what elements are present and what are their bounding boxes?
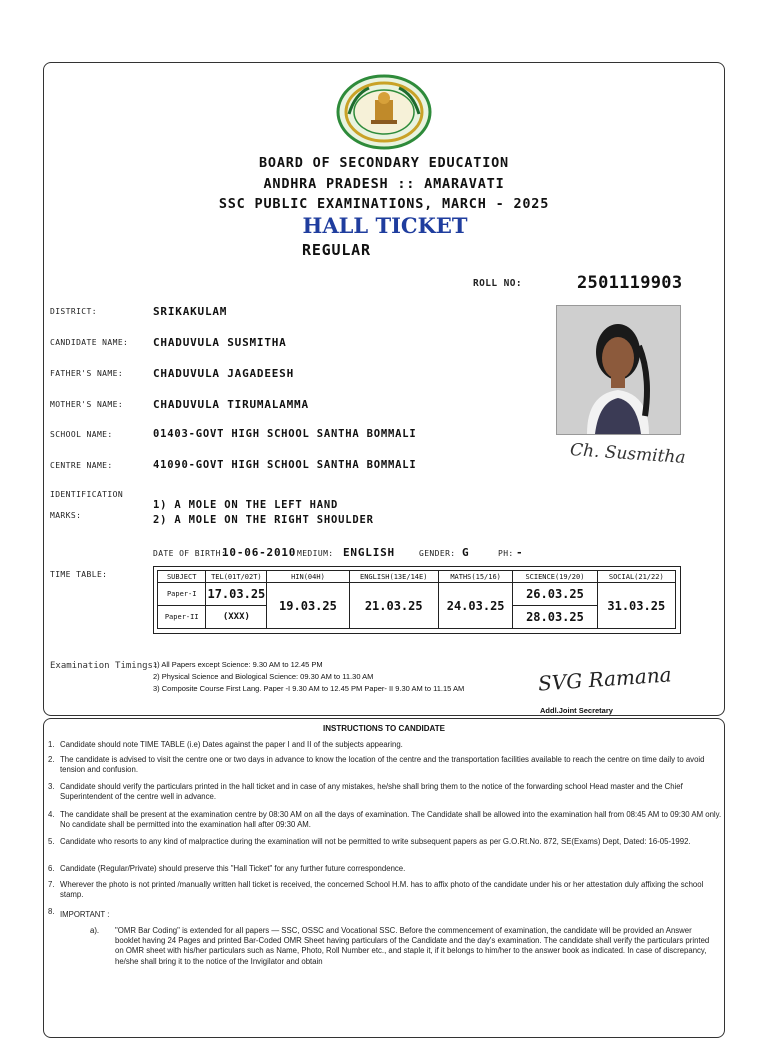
- sub-item-text: "OMR Bar Coding" is extended for all papers — SSC, OSSC and Vocational SSC. Before the commencement of examination, the candidate will be provided an Answer booklet having 24 Pages and printed Bar-Coded OMR Sheet having particulars of the Candidate and the day's examination. The candidate shall verify the particulars printed on OMR sheet with his/her particulars such as Name, Photo, Roll Number etc., and staple it, if it belongs to him/her to the answer book as indicated. In case of discrepancy, he/she shall bring it to the notice of the Invigilator and obtain: [115, 926, 710, 966]
- exam-timing-2: 2) Physical Science and Biological Science: 09.30 AM to 11.30 AM: [153, 672, 374, 681]
- dob-value: 10-06-2010: [222, 546, 297, 559]
- instruction-item: 5. Candidate who resorts to any kind of malpractice during the examination will not be permitted to write subsequent papers as per G.O.Rt.No. 872, SE(Exams) Dept, Dated: 16-05-1992.: [48, 837, 691, 846]
- ap-emblem-icon: [335, 74, 433, 150]
- tt-maths: 24.03.25: [438, 583, 512, 629]
- candidate-name-label: CANDIDATE NAME:: [50, 338, 129, 347]
- tt-english: 21.03.25: [349, 583, 438, 629]
- tt-header-subject: SUBJECT: [158, 571, 206, 583]
- hall-ticket-title: HALL TICKET: [302, 213, 468, 238]
- official-signature: SVG Ramana: [537, 662, 673, 696]
- gender-value: G: [462, 546, 470, 559]
- roll-no-label: ROLL NO:: [473, 278, 522, 289]
- tt-header-tel: TEL(01T/02T): [206, 571, 267, 583]
- district-value: SRIKAKULAM: [153, 305, 228, 318]
- instruction-item: 7. Wherever the photo is not printed /manually written hall ticket is received, the concerned School H.M. has to affix photo of the candidate under his or her attestation duly affixing the school stamp.: [48, 880, 704, 900]
- candidate-photo: [556, 305, 681, 435]
- tt-social: 31.03.25: [597, 583, 675, 629]
- tt-tel-paper2: (XXX): [206, 606, 267, 629]
- instruction-item: 4. The candidate shall be present at the examination centre by 08:30 AM on all the days of examination. The Candidate shall be allowed into the examination hall from 08:45 AM to 09:30 AM only. No candidate shall be permitted into the examination hall after 09:30 AM.: [48, 810, 722, 830]
- tt-header-maths: MATHS(15/16): [438, 571, 512, 583]
- mother-name-value: CHADUVULA TIRUMALAMMA: [153, 398, 309, 411]
- father-name-value: CHADUVULA JAGADEESH: [153, 367, 295, 380]
- tt-paper-2: Paper-II: [158, 606, 206, 629]
- ph-label: PH:: [498, 549, 514, 558]
- exam-timing-3: 3) Composite Course First Lang. Paper -I 9.30 AM to 12.45 PM Paper- II 9.30 AM to 11.15 AM: [153, 684, 465, 693]
- identification-mark-2: 2) A MOLE ON THE RIGHT SHOULDER: [153, 514, 374, 526]
- candidate-signature: Ch. Susmitha: [569, 439, 687, 469]
- centre-name-label: CENTRE NAME:: [50, 461, 113, 470]
- centre-name-value: 41090-GOVT HIGH SCHOOL SANTHA BOMMALI: [153, 459, 417, 471]
- marks-label: MARKS:: [50, 511, 82, 520]
- tt-header-hin: HIN(04H): [267, 571, 349, 583]
- instruction-item: 2. The candidate is advised to visit the centre one or two days in advance to know the location of the centre and the transportation facilities available to reach the centre on time daily to avoid tension and confusion.: [48, 755, 705, 775]
- candidate-name-value: CHADUVULA SUSMITHA: [153, 336, 287, 349]
- tt-tel-paper1: 17.03.25: [206, 583, 267, 606]
- official-title: Addl.Joint Secretary: [540, 706, 613, 715]
- school-name-value: 01403-GOVT HIGH SCHOOL SANTHA BOMMALI: [153, 428, 417, 440]
- instruction-item: 3. Candidate should verify the particulars printed in the hall ticket and in case of any mistakes, he/she shall bring them to the notice of the forwarding school Head master and the Chief Superintendent of the centre well in advance.: [48, 782, 683, 802]
- instruction-item: 1. Candidate should note TIME TABLE (i.e) Dates against the paper I and II of the subjects appearing.: [48, 740, 403, 749]
- gender-label: GENDER:: [419, 549, 456, 558]
- sub-item-label: a).: [90, 926, 100, 935]
- state-title: ANDHRA PRADESH :: AMARAVATI: [263, 176, 505, 192]
- dob-label: DATE OF BIRTH:: [153, 549, 227, 558]
- tt-hin: 19.03.25: [267, 583, 349, 629]
- instruction-item: 8. IMPORTANT :: [48, 907, 110, 919]
- exam-timings-label: Examination Timings:: [50, 661, 159, 671]
- board-title: BOARD OF SECONDARY EDUCATION: [259, 155, 509, 171]
- identification-mark-1: 1) A MOLE ON THE LEFT HAND: [153, 499, 339, 511]
- school-name-label: SCHOOL NAME:: [50, 430, 113, 439]
- tt-header-science: SCIENCE(19/20): [513, 571, 597, 583]
- district-label: DISTRICT:: [50, 307, 97, 316]
- category-label: REGULAR: [302, 241, 371, 259]
- tt-header-social: SOCIAL(21/22): [597, 571, 675, 583]
- time-table-label: TIME TABLE:: [50, 570, 108, 579]
- exam-title: SSC PUBLIC EXAMINATIONS, MARCH - 2025: [218, 196, 550, 212]
- medium-value: ENGLISH: [343, 546, 395, 559]
- tt-header-english: ENGLISH(13E/14E): [349, 571, 438, 583]
- exam-timing-1: 1) All Papers except Science: 9.30 AM to 12.45 PM: [153, 660, 323, 669]
- tt-science-paper2: 28.03.25: [513, 606, 597, 629]
- instruction-item: 6. Candidate (Regular/Private) should preserve this "Hall Ticket" for any further future correspondence.: [48, 864, 406, 873]
- mother-name-label: MOTHER'S NAME:: [50, 400, 124, 409]
- father-name-label: FATHER'S NAME:: [50, 369, 124, 378]
- identification-label: IDENTIFICATION: [50, 490, 124, 499]
- instructions-title: INSTRUCTIONS TO CANDIDATE: [323, 724, 445, 733]
- ph-value: -: [516, 546, 524, 559]
- time-table: [153, 566, 681, 634]
- tt-paper-1: Paper-I: [158, 583, 206, 606]
- roll-no-value: 2501119903: [577, 273, 683, 293]
- tt-science-paper1: 26.03.25: [513, 583, 597, 606]
- medium-label: MEDIUM:: [297, 549, 334, 558]
